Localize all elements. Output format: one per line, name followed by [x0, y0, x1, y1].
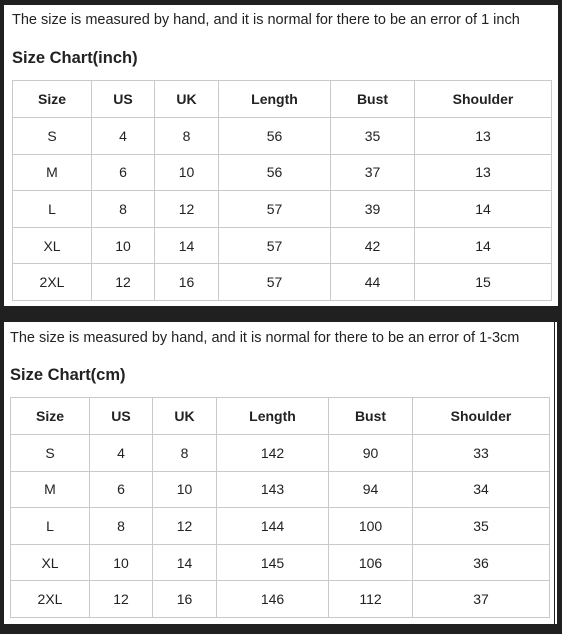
cell-length: 56 [219, 154, 331, 191]
cell-bust: 39 [331, 191, 415, 228]
size-table-cm [10, 397, 550, 618]
cell-shoulder: 14 [415, 227, 552, 264]
cell-us: 10 [92, 227, 155, 264]
cell-size: 2XL [13, 264, 92, 301]
table-header-row [11, 398, 550, 435]
cell-uk: 16 [153, 581, 217, 618]
table-row [13, 227, 552, 264]
cell-shoulder: 33 [413, 435, 550, 472]
cell-us: 8 [90, 508, 153, 545]
cell-size: XL [13, 227, 92, 264]
cell-size: M [11, 471, 90, 508]
cell-shoulder: 15 [415, 264, 552, 301]
cell-shoulder: 35 [413, 508, 550, 545]
table-row [11, 508, 550, 545]
header-uk: UK [155, 81, 219, 118]
cell-length: 146 [217, 581, 329, 618]
header-shoulder: Shoulder [413, 398, 550, 435]
cell-shoulder: 13 [415, 154, 552, 191]
header-bust: Bust [329, 398, 413, 435]
cell-length: 56 [219, 118, 331, 155]
cell-uk: 16 [155, 264, 219, 301]
cell-bust: 100 [329, 508, 413, 545]
measurement-note: The size is measured by hand, and it is normal for there to be an error of 1-3cm [10, 330, 520, 346]
header-size: Size [11, 398, 90, 435]
header-uk: UK [153, 398, 217, 435]
cell-bust: 94 [329, 471, 413, 508]
cell-length: 144 [217, 508, 329, 545]
cell-size: S [13, 118, 92, 155]
table-row [11, 544, 550, 581]
cell-us: 12 [90, 581, 153, 618]
cell-length: 143 [217, 471, 329, 508]
header-us: US [92, 81, 155, 118]
size-table-inch [12, 80, 552, 301]
table-row [11, 471, 550, 508]
cell-bust: 42 [331, 227, 415, 264]
cell-bust: 112 [329, 581, 413, 618]
cell-us: 6 [90, 471, 153, 508]
cell-uk: 14 [155, 227, 219, 264]
header-shoulder: Shoulder [415, 81, 552, 118]
table-row [11, 581, 550, 618]
cell-bust: 90 [329, 435, 413, 472]
cell-us: 6 [92, 154, 155, 191]
cell-shoulder: 14 [415, 191, 552, 228]
header-us: US [90, 398, 153, 435]
header-size: Size [13, 81, 92, 118]
chart-title: Size Chart(inch) [12, 49, 138, 67]
table-row [13, 154, 552, 191]
cell-bust: 44 [331, 264, 415, 301]
header-length: Length [219, 81, 331, 118]
cell-bust: 37 [331, 154, 415, 191]
table-row [13, 264, 552, 301]
cell-size: L [13, 191, 92, 228]
table-header-row [13, 81, 552, 118]
cell-shoulder: 37 [413, 581, 550, 618]
cell-us: 4 [90, 435, 153, 472]
measurement-note: The size is measured by hand, and it is normal for there to be an error of 1 inch [12, 12, 520, 28]
panel-edge [555, 322, 557, 624]
cell-shoulder: 13 [415, 118, 552, 155]
cell-us: 12 [92, 264, 155, 301]
cell-us: 4 [92, 118, 155, 155]
cell-us: 8 [92, 191, 155, 228]
cell-uk: 10 [153, 471, 217, 508]
cell-uk: 12 [155, 191, 219, 228]
cell-uk: 14 [153, 544, 217, 581]
header-bust: Bust [331, 81, 415, 118]
cell-uk: 10 [155, 154, 219, 191]
cell-uk: 12 [153, 508, 217, 545]
cell-bust: 35 [331, 118, 415, 155]
cell-size: M [13, 154, 92, 191]
cell-size: S [11, 435, 90, 472]
cell-length: 142 [217, 435, 329, 472]
cell-shoulder: 34 [413, 471, 550, 508]
cell-uk: 8 [153, 435, 217, 472]
cell-us: 10 [90, 544, 153, 581]
table-row [11, 435, 550, 472]
cell-size: XL [11, 544, 90, 581]
cell-length: 57 [219, 191, 331, 228]
size-chart-cm-panel [4, 322, 554, 624]
cell-uk: 8 [155, 118, 219, 155]
cell-shoulder: 36 [413, 544, 550, 581]
cell-size: 2XL [11, 581, 90, 618]
cell-bust: 106 [329, 544, 413, 581]
header-length: Length [217, 398, 329, 435]
table-row [13, 191, 552, 228]
size-chart-inch-panel [4, 5, 558, 306]
cell-length: 57 [219, 264, 331, 301]
cell-size: L [11, 508, 90, 545]
cell-length: 57 [219, 227, 331, 264]
table-row [13, 118, 552, 155]
cell-length: 145 [217, 544, 329, 581]
chart-title: Size Chart(cm) [10, 366, 126, 384]
